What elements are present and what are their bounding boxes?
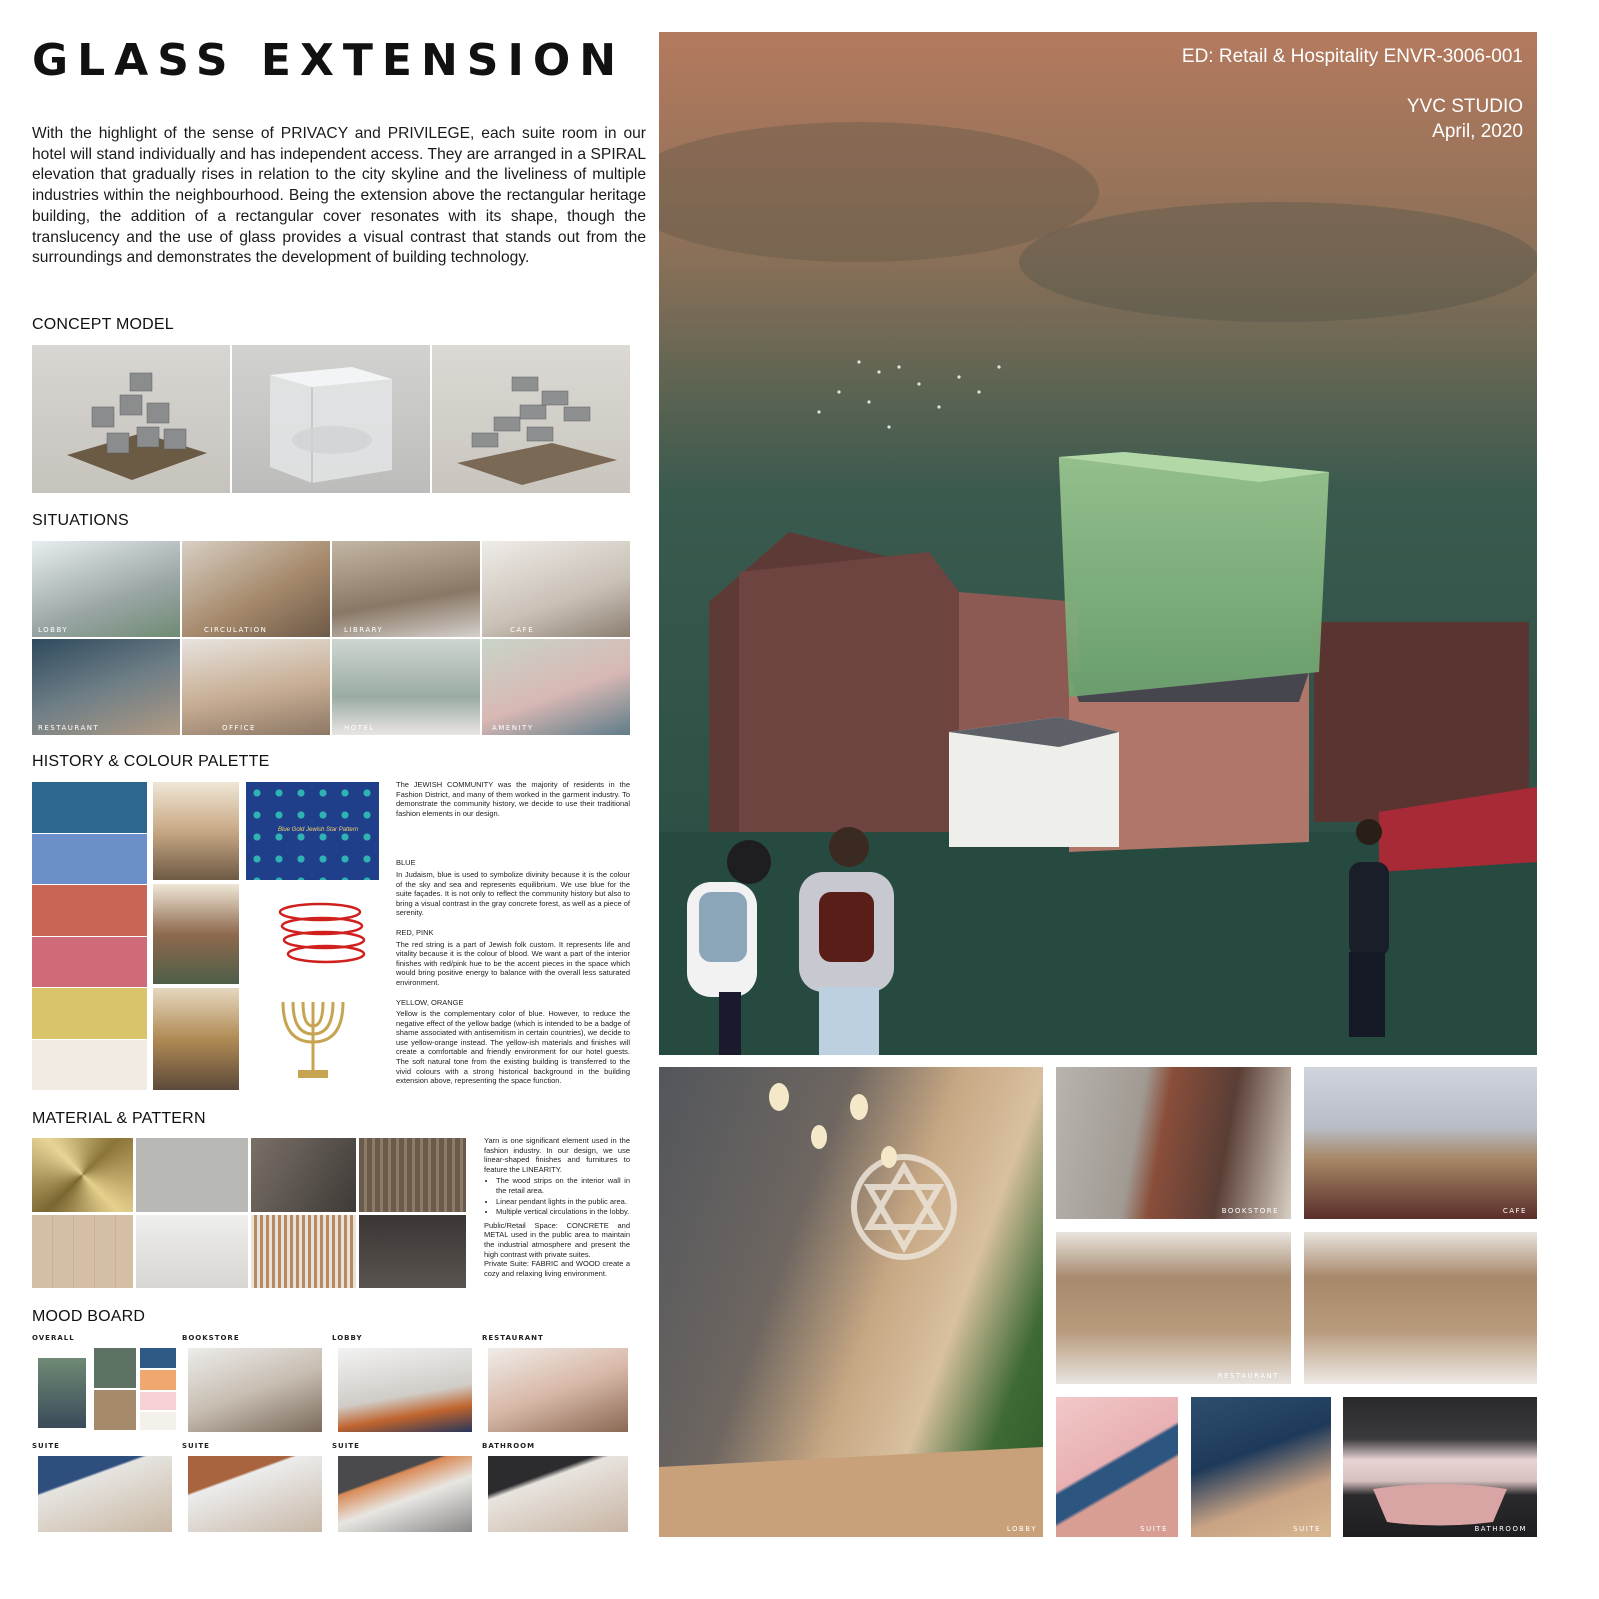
palette-swatch-blue [32, 782, 147, 833]
material-text [484, 1136, 630, 1278]
mood-label: SUITE [182, 1442, 210, 1450]
situation-hotel [332, 639, 480, 735]
material-public-text: Public/Retail Space: CONCRETE and METAL used in the public area to maintain the industrial atmosphere and present the high contrast with private suites. [484, 1220, 630, 1259]
red-text: The red string is a part of Jewish folk custom. It represents life and vitality because it is the colour of blood. We want a part of the interior finishes with red/pink hue to be the accent pieces in the space which would bring positive energy to balance with the overall less saturated environment. [396, 939, 630, 987]
menorah-image [272, 992, 354, 1084]
material-curved-wood [251, 1215, 356, 1288]
mood-label: SUITE [32, 1442, 60, 1450]
situation-library [332, 541, 480, 637]
situation-amenity [482, 639, 630, 735]
render-caption: RESTAURANT [1217, 1372, 1279, 1380]
mood-label: LOBBY [332, 1334, 363, 1342]
material-pattern-heading: MATERIAL & PATTERN [32, 1110, 206, 1127]
situation-office [182, 639, 330, 735]
concept-model-photo-cubes [32, 345, 230, 493]
render-caption: SUITE [1140, 1525, 1168, 1533]
page-title: GLASS EXTENSION [32, 35, 626, 86]
mood-board-heading: MOOD BOARD [32, 1308, 146, 1325]
yellow-text: Yellow is the complementary color of blue. However, to reduce the negative effect of the yellow badge (which is intended to be a badge of shame associated with antisemitism in certain countries), we decide to use yellow-orange instead. The yellow-ish materials and finishes will create a comfortable and friendly environment for our hotel guests. The soft natural tone from the existing building is transferred to the vivid colours with a strong historical background in the building extension above, representing the space function. [396, 1009, 630, 1086]
render-caption: BATHROOM [1474, 1525, 1527, 1533]
render-caption: BOOKSTORE [1221, 1207, 1279, 1215]
blue-text: In Judaism, blue is used to symbolize divinity because it is the colour of the sky and sea and represents equilibrium. We use blue for the suite façades. It is not only to reflect the community history but also to bring a visual contrast in the gray concrete forest, as well as a piece of serenity. [396, 869, 630, 918]
material-grid [32, 1138, 466, 1288]
history-illustration-3 [153, 988, 239, 1090]
material-private-text: Private Suite: FABRIC and WOOD create a cozy and relaxing living environment. [484, 1259, 630, 1278]
material-bullet: • The wood strips on the interior wall in the retail area. [496, 1176, 630, 1195]
material-concrete [136, 1138, 248, 1212]
material-bullets [496, 1176, 630, 1216]
red-heading: RED, PINK [396, 927, 434, 937]
material-linear-pendant [359, 1215, 466, 1288]
render-caption: SUITE [1293, 1525, 1321, 1533]
palette-swatch-cream [32, 1040, 147, 1091]
situation-cafe [482, 541, 630, 637]
palette-swatch-pink [32, 937, 147, 988]
mood-overall [38, 1348, 178, 1432]
material-light-wood [32, 1215, 133, 1288]
render-restaurant-1 [1056, 1232, 1291, 1384]
date-label: April, 2020 [1432, 121, 1523, 142]
render-restaurant-2 [1304, 1232, 1537, 1384]
mood-suite-2 [188, 1456, 322, 1532]
material-brushed-brass [32, 1138, 133, 1212]
material-bullet: • Multiple vertical circulations in the lobby. [496, 1207, 630, 1217]
situations-heading: SITUATIONS [32, 512, 129, 529]
render-bathroom [1343, 1397, 1537, 1537]
mood-label: SUITE [332, 1442, 360, 1450]
situation-circulation [182, 541, 330, 637]
history-text [396, 780, 630, 1086]
mood-label: BOOKSTORE [182, 1334, 240, 1342]
render-caption: CAFE [1502, 1207, 1527, 1215]
history-palette-heading: HISTORY & COLOUR PALETTE [32, 753, 270, 770]
material-fabric-sofa [136, 1215, 248, 1288]
hero-exterior-render [659, 32, 1537, 1055]
situation-restaurant [32, 639, 180, 735]
render-suite-2 [1191, 1397, 1331, 1537]
material-wood-slats [359, 1138, 466, 1212]
situation-caption: OFFICE [222, 724, 256, 732]
render-lobby [659, 1067, 1043, 1537]
mood-bathroom [488, 1456, 628, 1532]
situation-caption: RESTAURANT [38, 724, 100, 732]
palette-swatch-yellow [32, 988, 147, 1039]
palette-swatch-red [32, 885, 147, 936]
mood-label: BATHROOM [482, 1442, 536, 1450]
render-suite-1 [1056, 1397, 1178, 1537]
red-string-bracelets [270, 900, 370, 970]
situation-caption: CAFE [510, 626, 535, 634]
mood-restaurant [488, 1348, 628, 1432]
pattern-caption: Blue Gold Jewish Star Pattern [278, 827, 359, 833]
situations-grid [32, 541, 630, 735]
situation-caption: LOBBY [38, 626, 69, 634]
concept-model-heading: CONCEPT MODEL [32, 316, 174, 333]
history-intro: The JEWISH COMMUNITY was the majority of residents in the Fashion District, and many of them worked in the garment industry. To demonstrate the community history, we decide to use their traditional fashion elements in our design. [396, 780, 630, 818]
mood-suite-3 [338, 1456, 472, 1532]
material-bullet: • Linear pendant lights in the public area. [496, 1197, 630, 1207]
blue-heading: BLUE [396, 858, 416, 868]
history-illustration-2 [153, 884, 239, 984]
palette-swatch-light-blue [32, 834, 147, 885]
render-caption: LOBBY [1006, 1525, 1037, 1533]
situation-caption: LIBRARY [344, 626, 384, 634]
render-bookstore [1056, 1067, 1291, 1219]
mood-lobby [338, 1348, 472, 1432]
course-label: ED: Retail & Hospitality ENVR-3006-001 [1181, 46, 1523, 67]
situation-caption: HOTEL [344, 724, 375, 732]
situation-caption: CIRCULATION [204, 626, 268, 634]
mood-board-grid [32, 1334, 632, 1534]
concept-model-strip [32, 345, 630, 493]
history-illustration-1 [153, 782, 239, 880]
mood-suite-1 [38, 1456, 172, 1532]
concept-model-photo-glass-cube [232, 345, 430, 493]
material-pendant-lights [251, 1138, 356, 1212]
concept-model-photo-spiral [432, 345, 630, 493]
mood-label: OVERALL [32, 1334, 75, 1342]
yellow-heading: YELLOW, ORANGE [396, 997, 464, 1007]
mood-label: RESTAURANT [482, 1334, 544, 1342]
intro-paragraph: With the highlight of the sense of PRIVACY and PRIVILEGE, each suite room in our hotel will stand individually and has independent access. They are arranged in a SPIRAL elevation that gradually rises in relation to the city skyline and the liveliness of multiple industries within the neighbourhood. Being the extension above the rectangular heritage building, the addition of a rectangular cover resonates with its shape, though the translucency and the use of glass provides a visual contrast that stands out from the surroundings and demonstrates the development of building technology. [32, 125, 646, 267]
colour-palette [32, 782, 147, 1090]
studio-label: YVC STUDIO [1406, 96, 1523, 117]
jewish-star-pattern [246, 782, 379, 880]
material-intro: Yarn is one significant element used in the fashion industry. In our design, we use linear-shaped finishes and furnitures to feature the LINEARITY. [484, 1136, 630, 1174]
situation-caption: AMENITY [492, 724, 534, 732]
render-cafe [1304, 1067, 1537, 1219]
situation-lobby [32, 541, 180, 637]
mood-bookstore [188, 1348, 322, 1432]
